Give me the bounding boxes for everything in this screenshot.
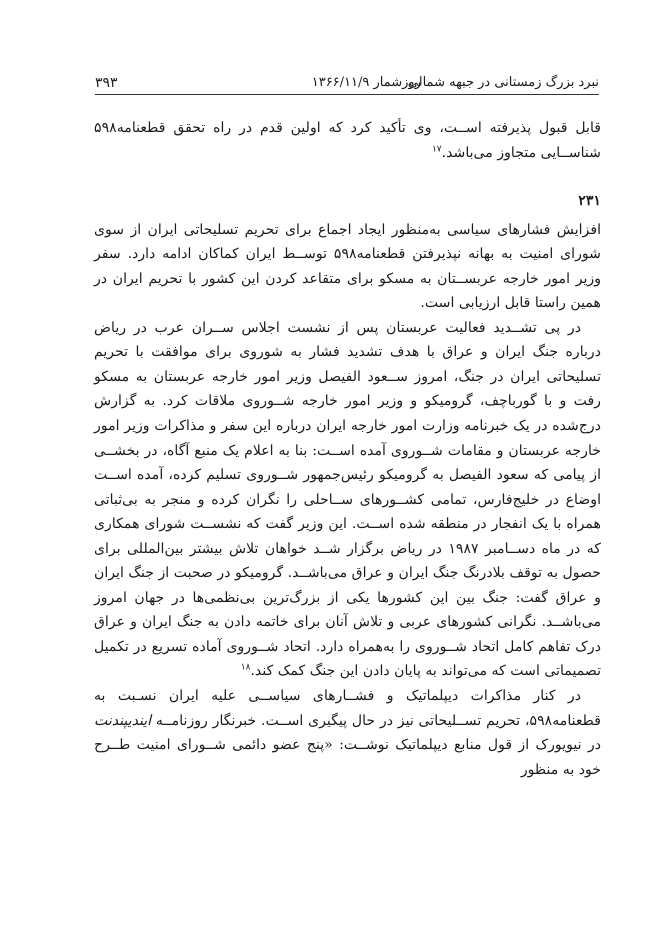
paragraph-3-text-end: در نیویورک از قول منابع دیپلماتیک نوشــت: «پنج عضو دائمی شــورای امنیت طــرح خود به منظور [94, 737, 601, 778]
paragraph-2-text: در پی تشــدید فعالیت عربستان پس از نشست اجلاس ســران عرب در ریاض درباره جنگ ایران و عراق با هدف تشدید فشار به شوروی برای موافقت با تحریم تسلیحاتی ایران در جنگ، امروز ســعود الفیصل وزیر امور خارجه عربستان به مسکو رفت و با گورباچف، گرومیکو و وزیر امور خارجه شــوروی ملاقات کرد. به گزارش درج‌شده در یک خبرنامه وزارت امور خارجه ایران درباره این سفر و مذاکرات وزیر امور خارجه عربستان و مقامات شــوروی آمده اســت: بنا به اعلام یک منبع آگاه، در بخشــی از پیامی که سعود الفیصل به گرومیکو رئیس‌جمهور شــوروی تسلیم کرده، آمده اســت اوضاع در خلیج‌فارس، تمامی کشــورهای ســاحلی را نگران کرده و منجر به بی‌ثباتی همراه با یک انفجار در منطقه شده اســت. این وزیر گفت که نشســت شورای همکاری که در ماه دســامبر ۱۹۸۷ در ریاض برگزار شــد خواهان تلاش بیشتر بین‌المللی برای حصول به توقف بلادرنگ جنگ ایران و عراق می‌باشــد. گرومیکو در صحبت از جنگ ایران و عراق گفت: جنگ بین این کشورها یکی از بزرگ‌ترین بی‌نظمی‌ها در جهان امروز می‌باشــد. نگرانی کشورهای عربی و تلاش آنان برای خاتمه دادن به جنگ ایران و عراق درک تفاهم کامل اتحاد شــوروی را به‌همراه دارد. اتحاد شــوروی آماده تسریع در تکمیل تصمیماتی است که می‌تواند به پایان دادن این جنگ کمک کند. [94, 319, 601, 680]
header-rule [95, 94, 599, 95]
continuation-text: قابل قبول پذیرفته اســت، وی تأکید کرد که اولین قدم در راه تحقق قطعنامه۵۹۸ شناســایی متجاوز می‌باشد. [94, 120, 601, 161]
paragraph-3-text-start: در کنار مذاکرات دیپلماتیک و فشــارهای سیاســی علیه ایران نسـبت به قطعنامه۵۹۸، تحریم تســلیحاتی نیز در حال پیگیری اســت. خبرنگار روزنامــه [94, 688, 601, 729]
entry-paragraph-1: افزایش فشارهای سیاسی به‌منظور ایجاد اجماع برای تحریم تسلیحاتی ایران از سوی شورای امنیت به بهانه نپذیرفتن قطعنامه۵۹۸ توســط ایران کماکان ادامه دارد. سفر وزیر امور خارجه عربســتان به مسکو برای متقاعد کردن این کشور با تحریم ایران در همین راستا قابل ارزیابی است. [94, 221, 601, 312]
page-body [94, 116, 601, 782]
entry-number: ۲۳۱ [578, 193, 601, 210]
continuation-paragraph [94, 116, 601, 165]
newspaper-name: ایندیپندنت [94, 712, 152, 729]
entry-paragraph-3 [94, 684, 601, 782]
entry-paragraph-2 [94, 316, 601, 684]
running-header [95, 72, 599, 94]
diary-date: روزشمار ۱۳۶۶/۱۱/۹ [311, 75, 421, 90]
footnote-marker: ۱۸ [240, 662, 251, 673]
chapter-title: نبرد بزرگ زمستانی در جبهه شمالی [407, 75, 599, 90]
footnote-marker: ۱۷ [431, 143, 442, 154]
page-number: ۳۹۳ [95, 75, 118, 91]
